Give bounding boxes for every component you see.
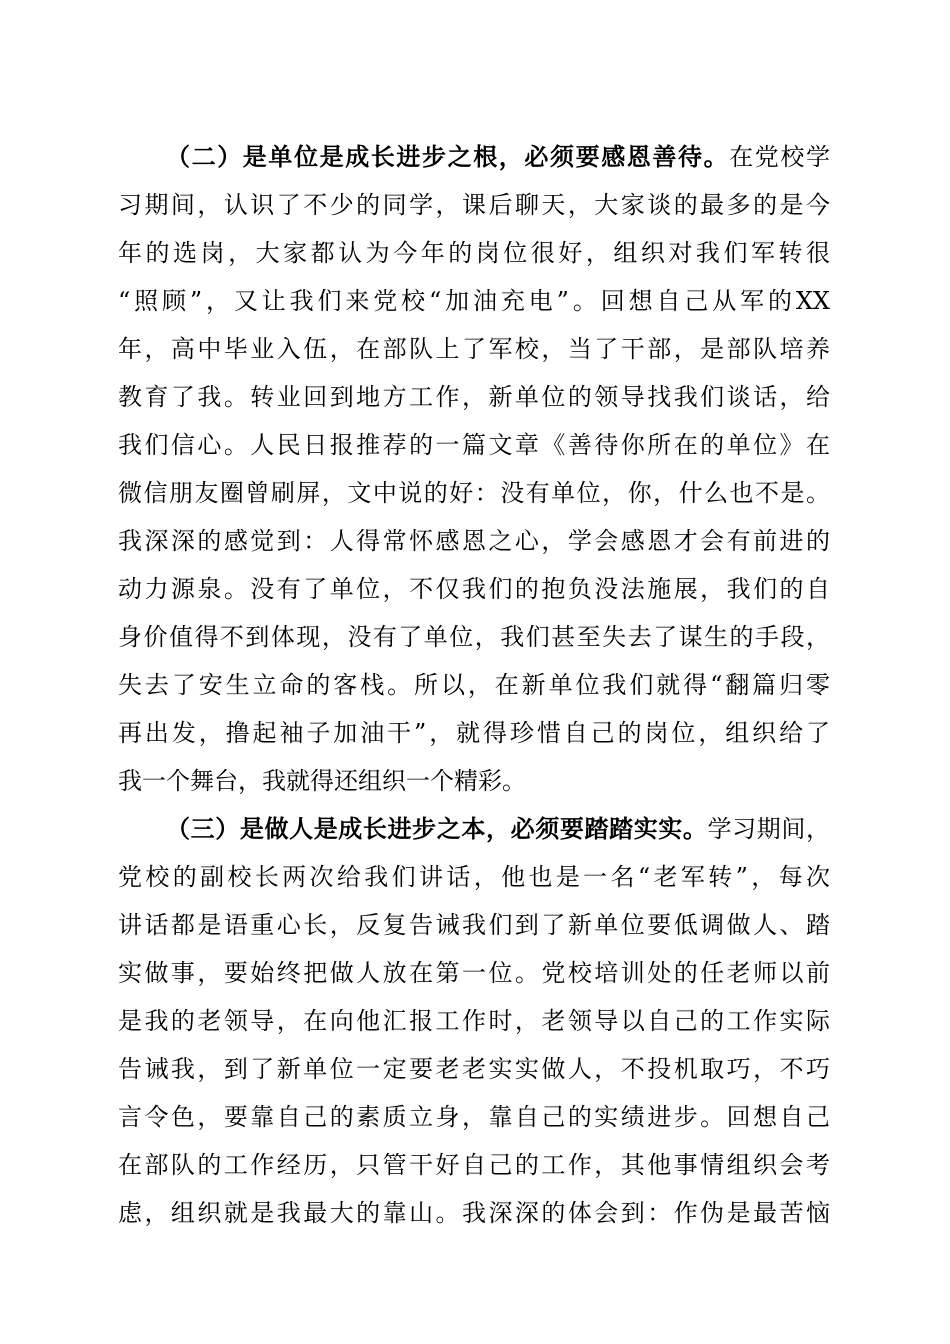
text-line: 虑，组织就是我最大的靠山。我深深的体会到：作伪是最苦恼 [118,1199,830,1227]
text-line: “照顾”，又让我们来党校“加油充电”。回想自己从军的XX [118,287,830,315]
section-heading: （三）是做人是成长进步之本，必须要踏踏实实。 [166,814,708,843]
text-line: 我们信心。人民日报推荐的一篇文章《善待你所在的单位》在 [118,431,830,459]
text-line: 言令色，要靠自己的素质立身，靠自己的实绩进步。回想自己 [118,1103,830,1131]
text-line: 年的选岗，大家都认为今年的岗位很好，组织对我们军转很 [118,239,830,267]
text-line: 讲话都是语重心长，反复告诫我们到了新单位要低调做人、踏 [118,911,830,939]
text-line: 动力源泉。没有了单位，不仅我们的抱负没法施展，我们的自 [118,575,830,603]
section-heading: （二）是单位是成长进步之根，必须要感恩善待。 [166,142,730,171]
text-line: 告诫我，到了新单位一定要老老实实做人，不投机取巧，不巧 [118,1055,830,1083]
text-line: 失去了安生立命的客栈。所以，在新单位我们就得“翻篇归零 [118,671,830,699]
text-run: 在党校学 [729,143,831,171]
document-body [118,133,830,1237]
text-line: 习期间，认识了不少的同学，课后聊天，大家谈的最多的是今 [118,191,830,219]
text-line: 在部队的工作经历，只管干好自己的工作，其他事情组织会考 [118,1151,830,1179]
paragraph-section-2 [118,133,830,805]
text-line [118,133,830,181]
text-line: 我一个舞台，我就得还组织一个精彩。 [118,767,526,795]
text-line: 是我的老领导，在向他汇报工作时，老领导以自己的工作实际 [118,1007,830,1035]
text-line: 教育了我。转业回到地方工作，新单位的领导找我们谈话，给 [118,383,830,411]
text-line: 实做事，要始终把做人放在第一位。党校培训处的任老师以前 [118,959,830,987]
text-line: 身价值得不到体现，没有了单位，我们甚至失去了谋生的手段， [118,623,830,651]
text-line: 年，高中毕业入伍，在部队上了军校，当了干部，是部队培养 [118,335,830,363]
text-run: 学习期间， [707,815,831,843]
text-line: 我深深的感觉到：人得常怀感恩之心，学会感恩才会有前进的 [118,527,830,555]
text-line [118,805,830,853]
paragraph-section-3 [118,805,830,1237]
text-line: 再出发，撸起袖子加油干”，就得珍惜自己的岗位，组织给了 [118,719,830,747]
text-line: 党校的副校长两次给我们讲话，他也是一名“老军转”，每次 [118,863,830,891]
text-line: 微信朋友圈曾刷屏，文中说的好：没有单位，你，什么也不是。 [118,479,830,507]
